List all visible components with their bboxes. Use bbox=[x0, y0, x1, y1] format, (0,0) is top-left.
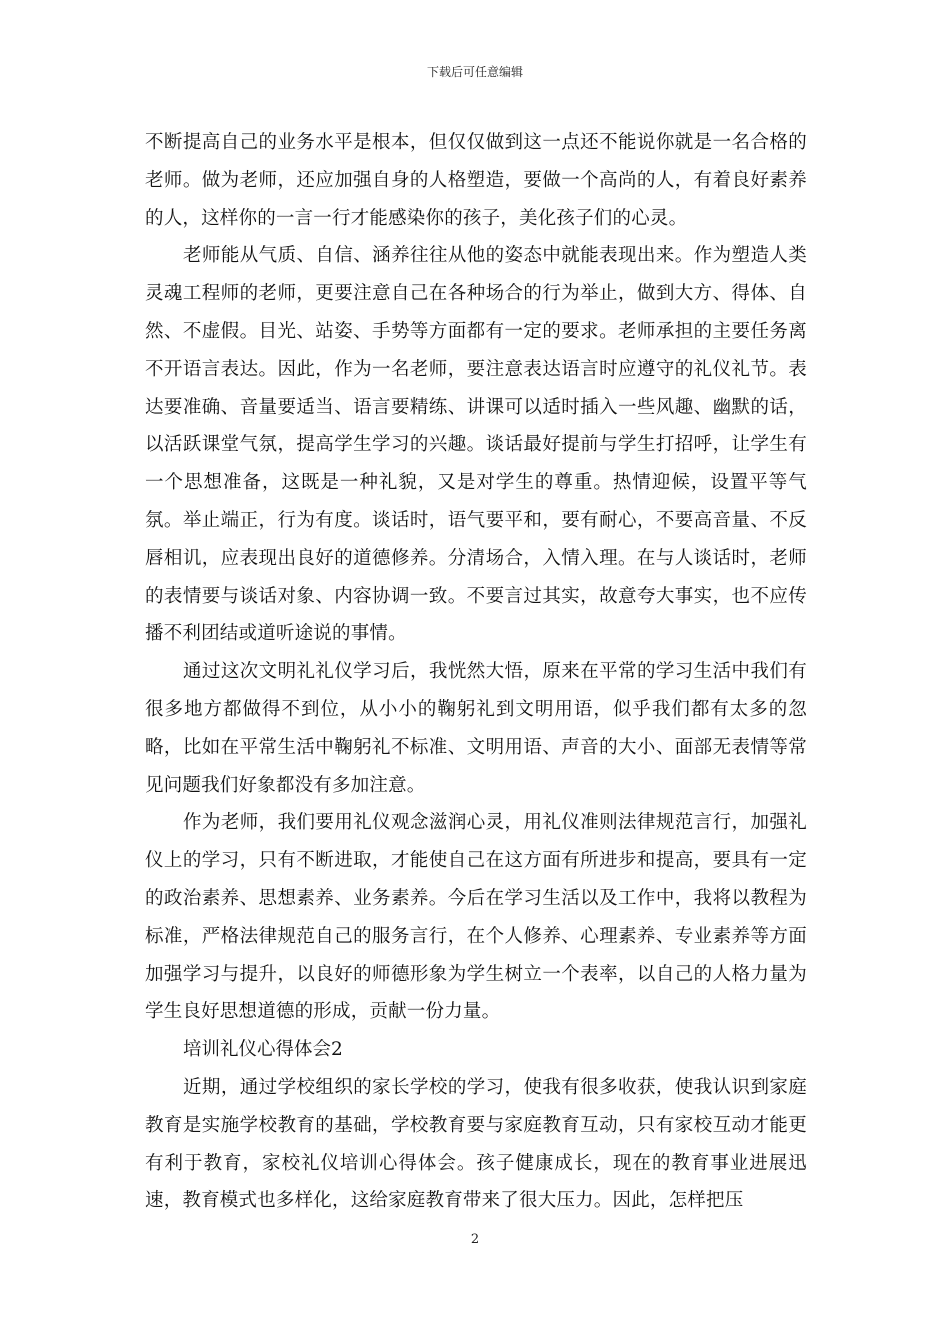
page-header-note: 下载后可任意编辑 bbox=[426, 65, 523, 79]
paragraph-2: 老师能从气质、自信、涵养往往从他的姿态中就能表现出来。作为塑造人类灵魂工程师的老师，更要注意自己在各种场合的行为举止，做到大方、得体、自然、不虚假。目光、站姿、手势等方面都有一定的要求。老师承担的主要任务离不开语言表达。因此，作为一名老师，要注意表达语言时应遵守的礼仪礼节。表达要准确、音量要适当、语言要精练、讲课可以适时插入一些风趣、幽默的话，以活跃课堂气氛，提高学生学习的兴趣。谈话最好提前与学生打招呼，让学生有一个思想准备，这既是一种礼貌，又是对学生的尊重。热情迎候，设置平等气氛。举止端正，行为有度。谈话时，语气要平和，要有耐心，不要高音量、不反唇相讥，应表现出良好的道德修养。分清场合，入情入理。在与人谈话时，老师的表情要与谈话对象、内容协调一致。不要言过其实，故意夸大事实，也不应传播不利团结或道听途说的事情。 bbox=[145, 245, 807, 645]
paragraph-5: 近期，通过学校组织的家长学校的学习，使我有很多收获，使我认识到家庭教育是实施学校教育的基础，学校教育要与家庭教育互动，只有家校互动才能更有利于教育，家校礼仪培训心得体会。孩子健康成长，现在的教育事业进展迅速，教育模式也多样化，这给家庭教育带来了很大压力。因此，怎样把压 bbox=[145, 1076, 807, 1212]
document-body bbox=[145, 124, 807, 1220]
paragraph-3: 通过这次文明礼礼仪学习后，我恍然大悟，原来在平常的学习生活中我们有很多地方都做得不到位，从小小的鞠躬礼到文明用语，似乎我们都有太多的忽略，比如在平常生活中鞠躬礼不标准、文明用语、声音的大小、面部无表情等常见问题我们好象都没有多加注意。 bbox=[145, 661, 807, 796]
paragraph-4: 作为老师，我们要用礼仪观念滋润心灵，用礼仪准则法律规范言行，加强礼仪上的学习，只有不断进取，才能使自己在这方面有所进步和提高，要具有一定的政治素养、思想素养、业务素养。今后在学习生活以及工作中，我将以教程为标准，严格法律规范自己的服务言行，在个人修养、心理素养、专业素养等方面加强学习与提升，以良好的师德形象为学生树立一个表率，以自己的人格力量为学生良好思想道德的形成，贡献一份力量。 bbox=[145, 812, 807, 1023]
page-number: 2 bbox=[470, 1232, 480, 1247]
section-heading: 培训礼仪心得体会2 bbox=[183, 1039, 343, 1061]
paragraph-1: 不断提高自己的业务水平是根本，但仅仅做到这一点还不能说你就是一名合格的老师。做为老师，还应加强自身的人格塑造，要做一个高尚的人，有着良好素养的人，这样你的一言一行才能感染你的孩子，美化孩子们的心灵。 bbox=[145, 132, 807, 229]
